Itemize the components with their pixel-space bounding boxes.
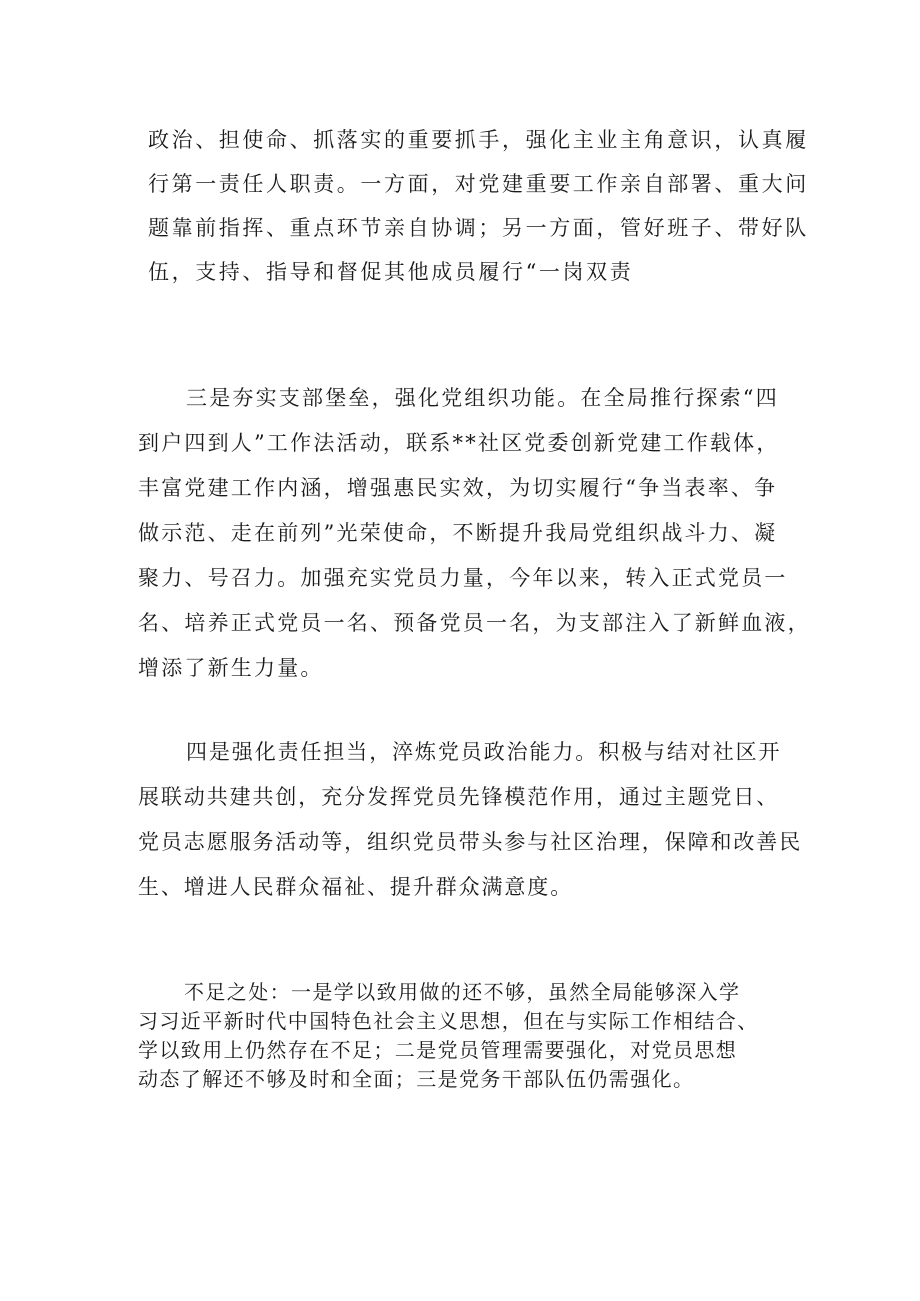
text-line: 增添了新生力量。 (138, 656, 324, 680)
text-line: 到户四到人”工作法活动，联系**社区党委创新党建工作载体， (138, 431, 780, 455)
paragraph-responsibility (138, 730, 802, 910)
text-line: 题靠前指挥、重点环节亲自协调；另一方面，管好班子、带好队 (148, 216, 809, 240)
text-line: 聚力、号召力。加强充实党员力量，今年以来，转入正式党员一 (138, 566, 788, 590)
text-line: 不足之处：一是学以致用做的还不够，虽然全局能够深入学 (184, 980, 741, 1004)
paragraph-strengthen-branch (138, 376, 811, 691)
paragraph-continuation (148, 118, 809, 294)
text-line: 名、培养正式党员一名、预备党员一名，为支部注入了新鲜血液， (138, 611, 811, 635)
text-line: 四是强化责任担当，淬炼党员政治能力。积极与结对社区开 (186, 740, 782, 764)
paragraph-shortcomings (138, 978, 759, 1094)
text-line: 学以致用上仍然存在不足；二是党员管理需要强化，对党员思想 (138, 1038, 738, 1062)
text-line: 行第一责任人职责。一方面，对党建重要工作亲自部署、重大问 (148, 172, 809, 196)
text-line: 三是夯实支部堡垒，强化党组织功能。在全局推行探索“四 (186, 386, 779, 410)
text-line: 伍，支持、指导和督促其他成员履行“一岗双责 (148, 260, 634, 284)
text-line: 展联动共建共创，充分发挥党员先锋模范作用，通过主题党日、 (138, 785, 780, 809)
text-line: 习习近平新时代中国特色社会主义思想，但在与实际工作相结合、 (138, 1009, 759, 1033)
text-line: 党员志愿服务活动等，组织党员带头参与社区治理，保障和改善民 (138, 830, 803, 854)
text-line: 动态了解还不够及时和全面；三是党务干部队伍仍需强化。 (138, 1067, 695, 1091)
text-line: 做示范、走在前列”光荣使命，不断提升我局党组织战斗力、凝 (138, 521, 778, 545)
text-line: 生、增进人民群众福祉、提升群众满意度。 (138, 875, 574, 899)
text-line: 丰富党建工作内涵，增强惠民实效，为切实履行“争当表率、争 (138, 476, 778, 500)
text-line: 政治、担使命、抓落实的重要抓手，强化主业主角意识，认真履 (148, 128, 809, 152)
